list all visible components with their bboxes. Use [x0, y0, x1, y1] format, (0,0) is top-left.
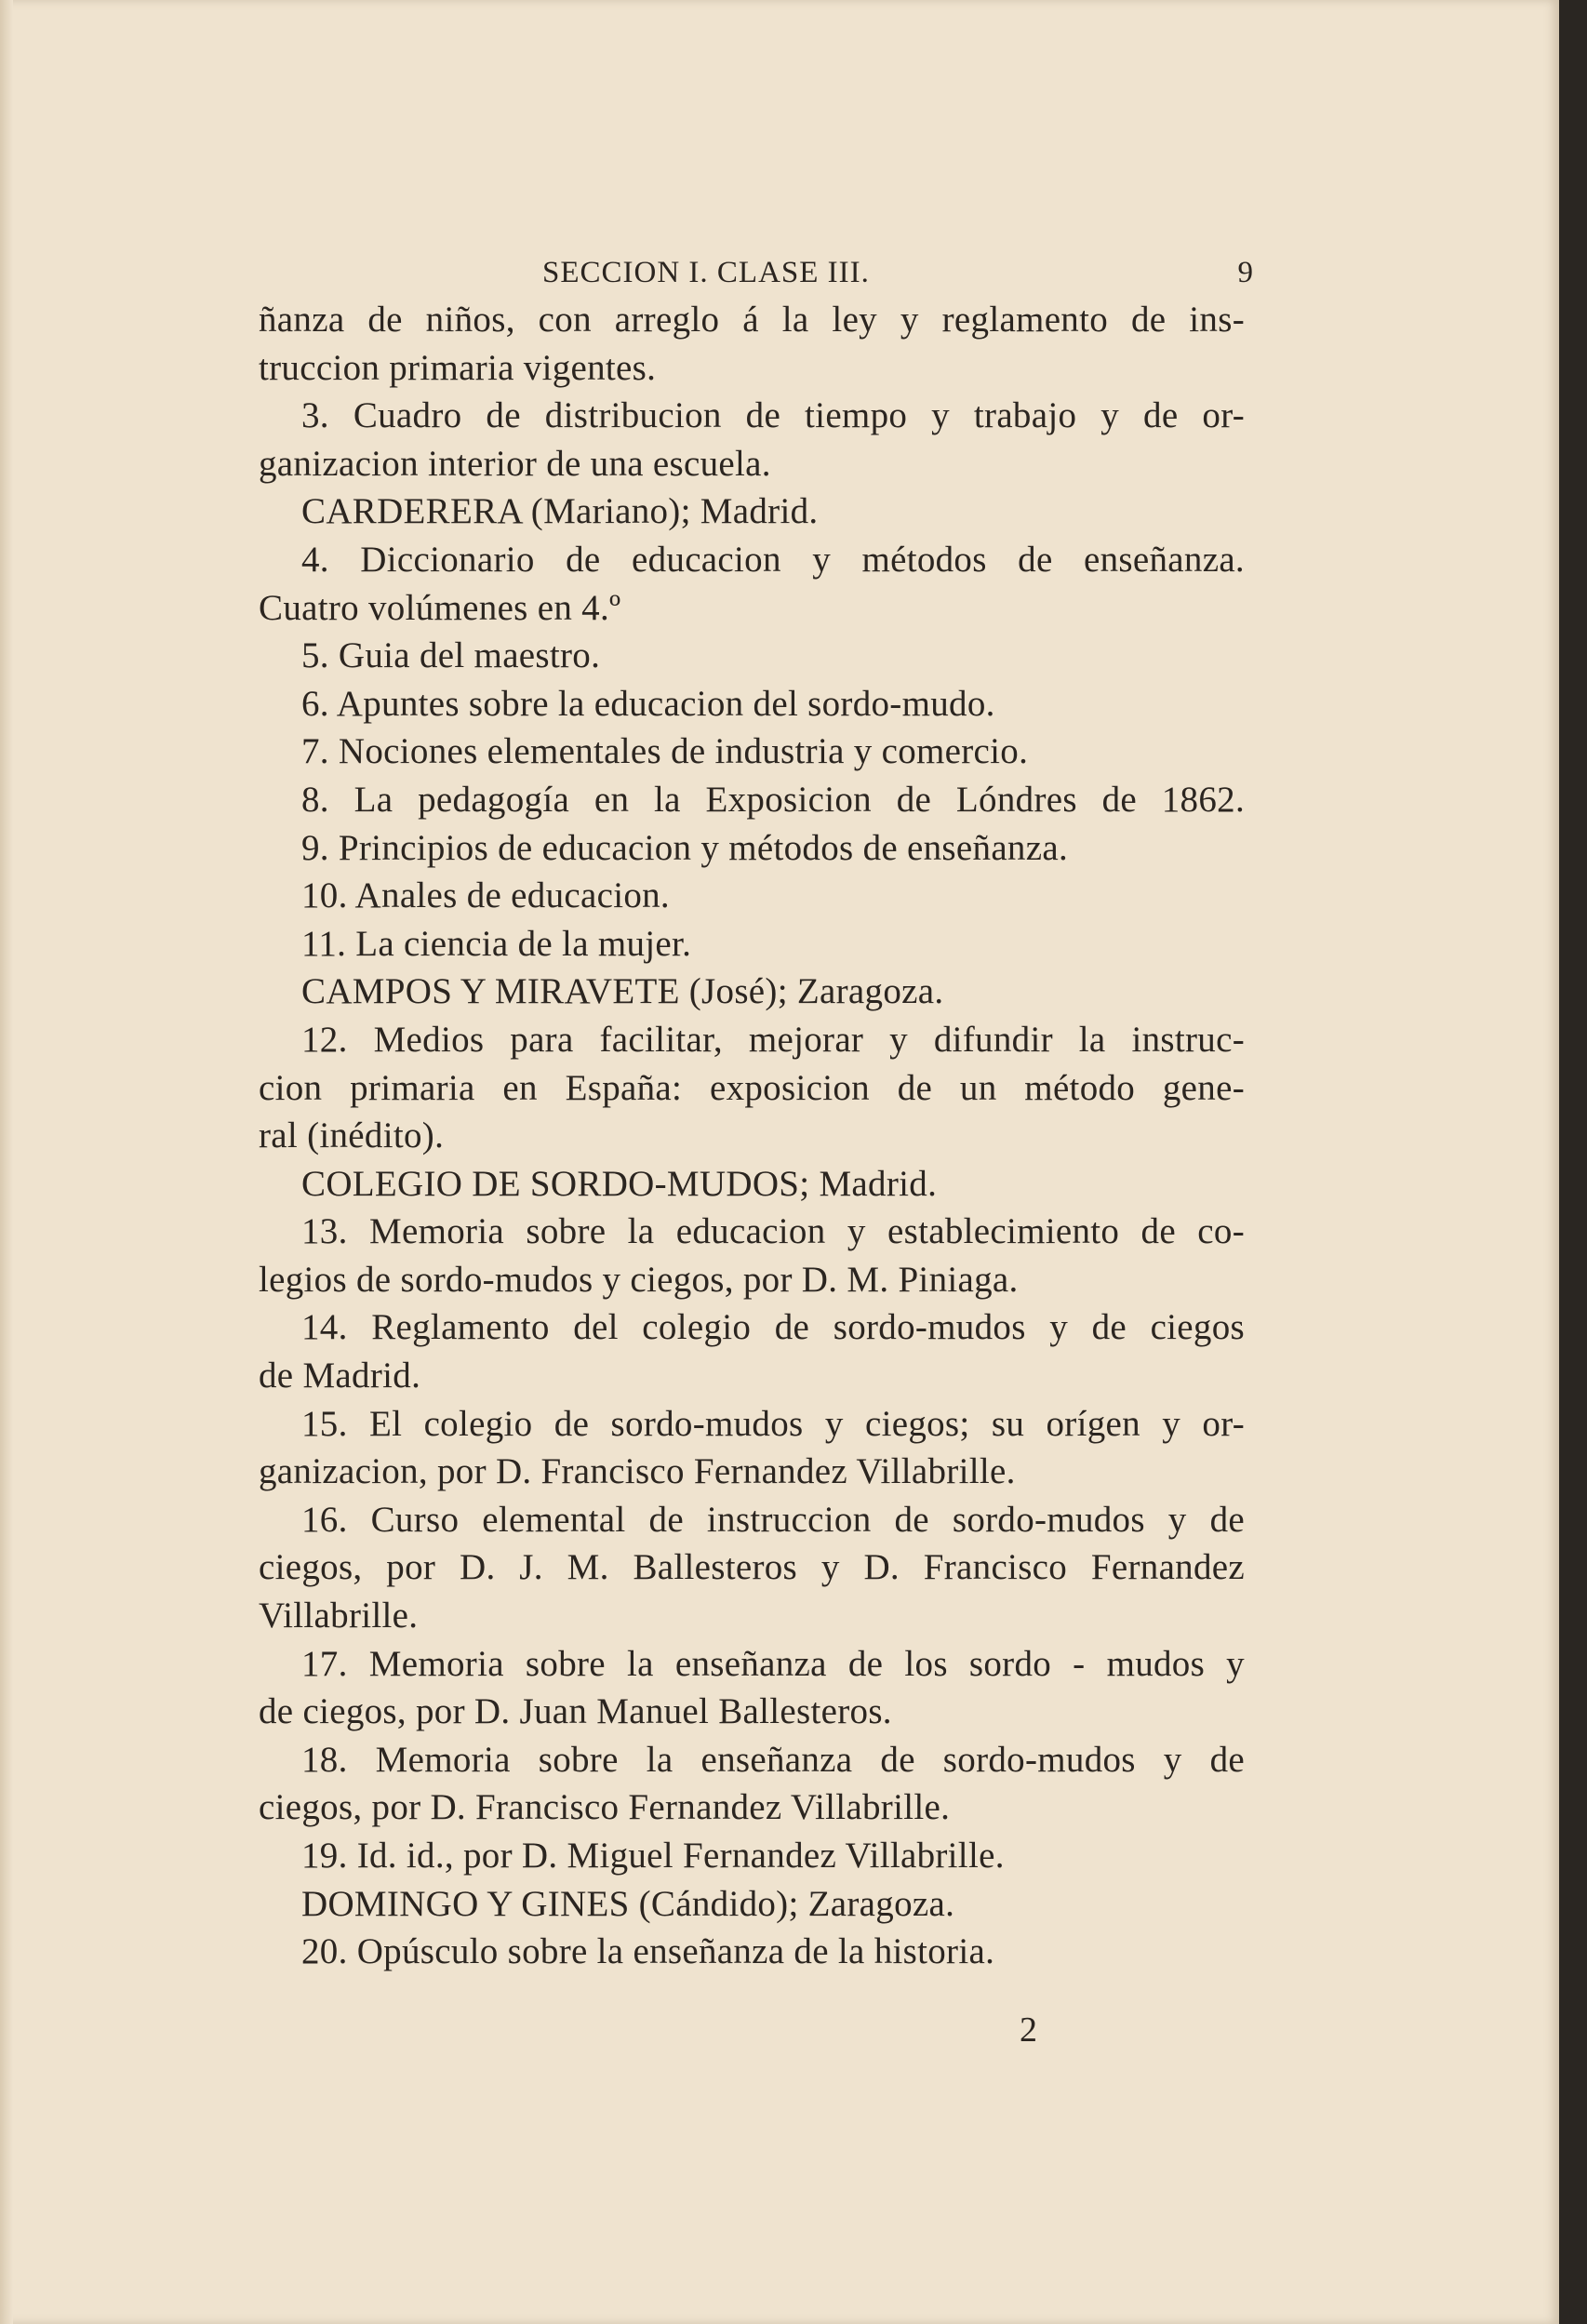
- running-header: [259, 240, 1254, 289]
- author-heading: DOMINGO Y GINES (Cándido); Zaragoza.: [301, 1883, 955, 1924]
- page-left-edge: [0, 0, 13, 2324]
- running-header-title: SECCION I. CLASE III.: [542, 256, 870, 289]
- text-line: 4. Diccionario de educacion y métodos de enseñanza.: [301, 539, 1245, 580]
- text-line: 17. Memoria sobre la enseñanza de los sordo - mudos y: [301, 1643, 1245, 1684]
- text-line: cion primaria en España: exposicion de un método gene-: [259, 1067, 1245, 1108]
- text-line: 8. La pedagogía en la Exposicion de Lóndres de 1862.: [301, 779, 1245, 820]
- text-line: 6. Apuntes sobre la educacion del sordo-mudo.: [301, 683, 995, 724]
- text-line: 9. Principios de educacion y métodos de enseñanza.: [301, 827, 1069, 868]
- text-line: 16. Curso elemental de instruccion de sordo-mudos y de: [301, 1499, 1245, 1540]
- text-line: 18. Memoria sobre la enseñanza de sordo-mudos y de: [301, 1739, 1245, 1780]
- text-line: 5. Guia del maestro.: [301, 635, 601, 676]
- author-heading: CARDERERA (Mariano); Madrid.: [301, 491, 819, 532]
- text-line: 3. Cuadro de distribucion de tiempo y trabajo y de or-: [301, 395, 1245, 436]
- page-content: [259, 240, 1254, 1976]
- text-line: 14. Reglamento del colegio de sordo-mudos y de ciegos: [301, 1307, 1245, 1348]
- text-line: 19. Id. id., por D. Miguel Fernandez Villabrille.: [301, 1836, 1005, 1876]
- text-line: 10. Anales de educacion.: [301, 875, 670, 916]
- signature-mark: 2: [1020, 2010, 1037, 2050]
- text-line: de Madrid.: [259, 1356, 421, 1396]
- text-line: ciegos, por D. Francisco Fernandez Villabrille.: [259, 1787, 951, 1828]
- text-line: Cuatro volúmenes en 4.º: [259, 587, 621, 628]
- text-line: 15. El colegio de sordo-mudos y ciegos; su orígen y or-: [301, 1403, 1245, 1444]
- text-line: ciegos, por D. J. M. Ballesteros y D. Francisco Fernandez: [259, 1547, 1245, 1588]
- text-line: 7. Nociones elementales de industria y comercio.: [301, 731, 1029, 772]
- text-line: ñanza de niños, con arreglo á la ley y reglamento de ins-: [259, 300, 1245, 340]
- text-line: truccion primaria vigentes.: [259, 347, 657, 388]
- text-line: ral (inédito).: [259, 1115, 445, 1156]
- text-line: ganizacion interior de una escuela.: [259, 443, 771, 484]
- text-line: de ciegos, por D. Juan Manuel Ballesteros.: [259, 1691, 892, 1732]
- text-line: 13. Memoria sobre la educacion y establecimiento de co-: [301, 1211, 1245, 1252]
- text-line: legios de sordo-mudos y ciegos, por D. M. Piniaga.: [259, 1259, 1019, 1300]
- text-line: Villabrille.: [259, 1596, 419, 1636]
- author-heading: CAMPOS Y MIRAVETE (José); Zaragoza.: [301, 971, 944, 1012]
- text-line: 20. Opúsculo sobre la enseñanza de la historia.: [301, 1931, 995, 1972]
- text-line: 12. Medios para facilitar, mejorar y difundir la instruc-: [301, 1019, 1245, 1060]
- text-line: ganizacion, por D. Francisco Fernandez Villabrille.: [259, 1451, 1016, 1492]
- page-number: 9: [1237, 256, 1254, 289]
- text-line: 11. La ciencia de la mujer.: [301, 923, 692, 964]
- author-heading: COLEGIO DE SORDO-MUDOS; Madrid.: [301, 1163, 938, 1204]
